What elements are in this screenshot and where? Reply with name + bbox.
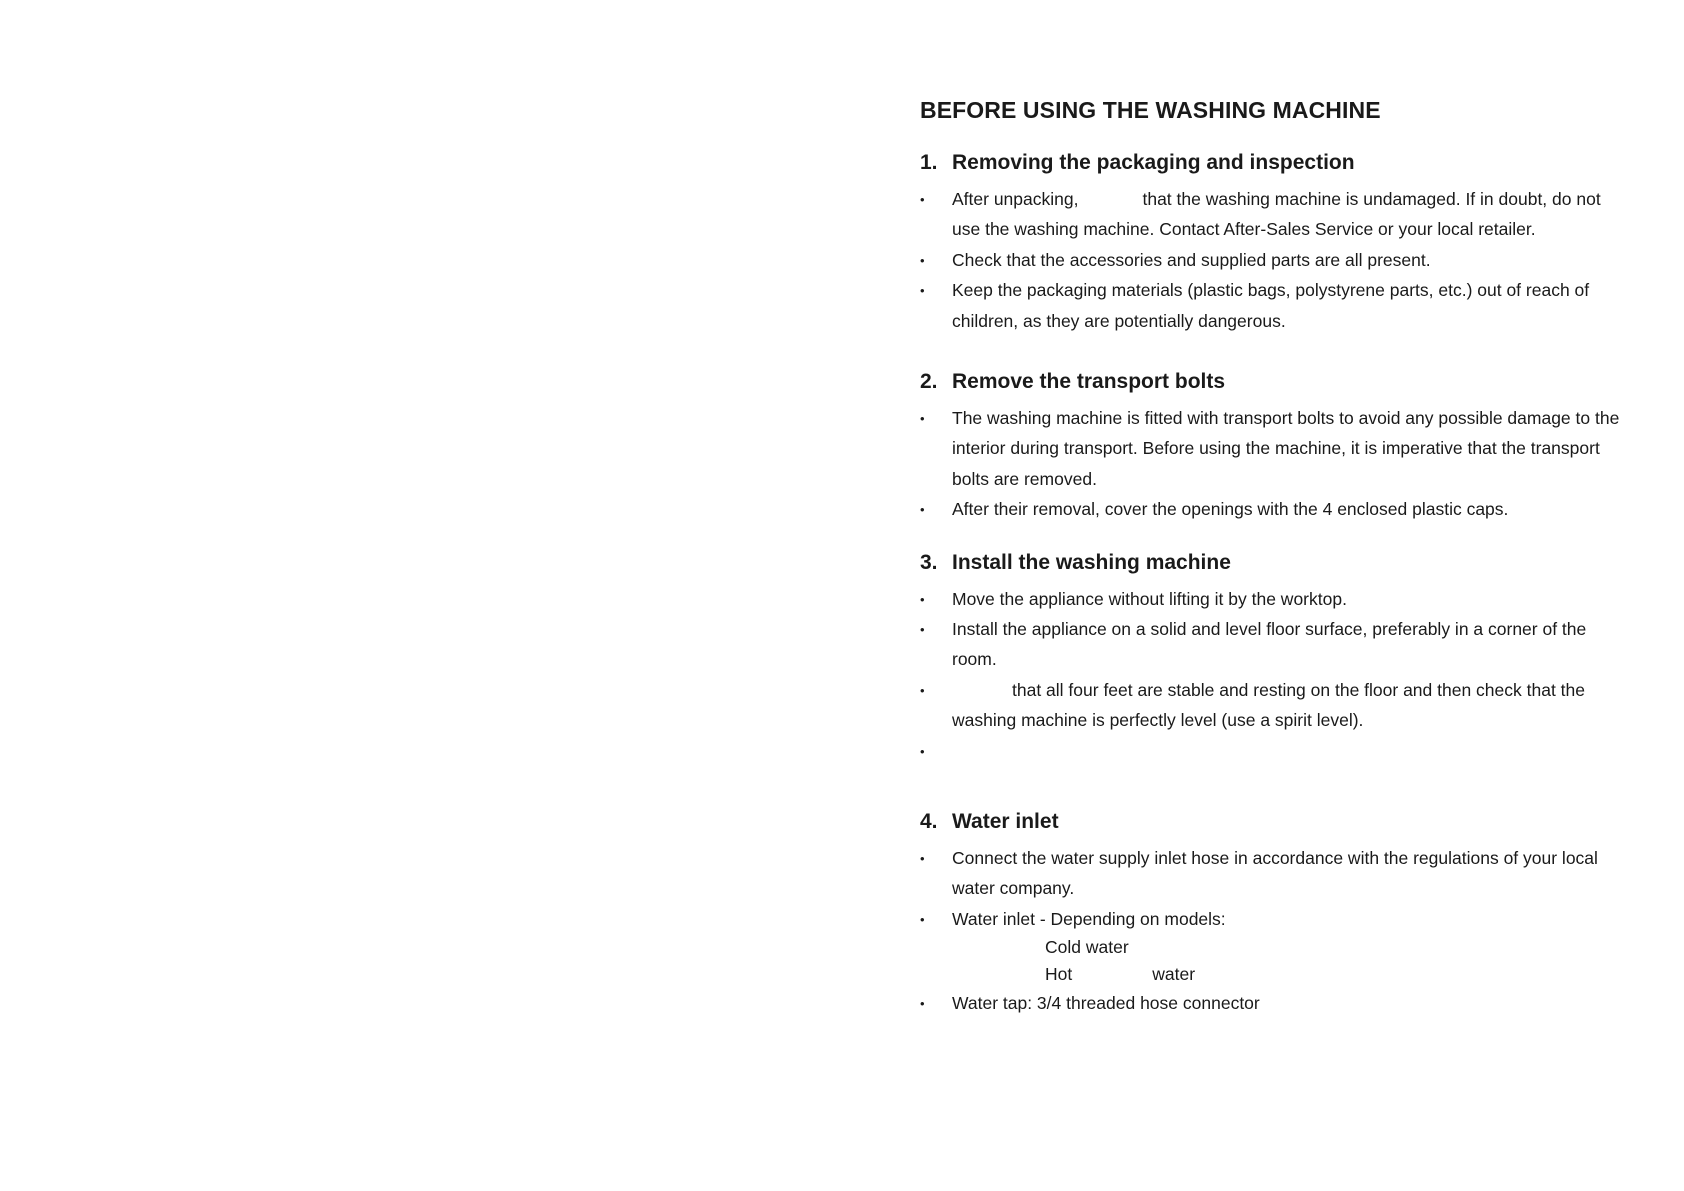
bullet-icon: • (920, 252, 925, 268)
bullet-icon: • (920, 411, 925, 427)
section-heading (920, 549, 1625, 577)
bullet-list (920, 403, 1625, 525)
list-item (920, 988, 1625, 1018)
section-number: 2. (920, 370, 938, 394)
bullet-icon: • (920, 996, 925, 1012)
bullet-list (920, 988, 1625, 1018)
section-number: 1. (920, 151, 938, 174)
section-heading (920, 149, 1625, 177)
bullet-list (920, 843, 1625, 934)
list-item-text: Move the appliance without lifting it by the worktop. (952, 588, 1347, 609)
list-item (920, 245, 1625, 275)
list-item (920, 275, 1625, 336)
section-title: Remove the transport bolts (952, 370, 1226, 394)
list-item-text: that all four feet are stable and resting on the floor and then check that the washing machine is perfectly level (use a spirit level). (952, 679, 1586, 731)
hot-label: Hot (1045, 964, 1073, 985)
inlet-options (920, 934, 1625, 988)
section-title: Install the washing machine (952, 550, 1231, 574)
section-transport-bolts (920, 368, 1625, 525)
section-number: 4. (920, 810, 938, 834)
bullet-icon: • (920, 851, 925, 867)
list-item-text-end: that the washing machine is undamaged. If in doubt, do not use the washing machine. Contact After-Sales Service or your local retailer. (952, 189, 1601, 240)
list-item-text-start: After unpacking, (952, 189, 1079, 209)
bullet-icon: • (920, 682, 925, 698)
list-item (920, 675, 1625, 736)
list-item (920, 614, 1625, 675)
bullet-list (920, 584, 1625, 766)
hot-water-option (1045, 961, 1625, 988)
bullet-icon: • (920, 283, 925, 299)
list-item-empty (920, 736, 1625, 766)
water-label: water (1152, 964, 1196, 985)
section-water-inlet (920, 808, 1625, 1019)
page-title: BEFORE USING THE WASHING MACHINE (920, 97, 1381, 123)
bullet-icon: • (920, 591, 925, 607)
list-item-text: The washing machine is fitted with transport bolts to avoid any possible damage to the interior during transport. Before using the machine, it is imperative that the transport bolts are removed. (952, 408, 1620, 489)
bullet-icon: • (920, 911, 925, 927)
section-packaging (920, 149, 1625, 336)
bullet-icon: • (920, 502, 925, 518)
section-heading (920, 368, 1625, 396)
bullet-icon: • (920, 743, 925, 759)
list-item-text: Water inlet - Depending on models: (952, 908, 1226, 929)
list-item (920, 584, 1625, 614)
section-title: Removing the packaging and inspection (952, 151, 1355, 174)
list-item-text: Install the appliance on a solid and level floor surface, preferably in a corner of the room. (952, 619, 1587, 670)
list-item-text: Water tap: 3/4 threaded hose connector (952, 993, 1260, 1014)
right-column (920, 95, 1625, 1019)
bullet-icon: • (920, 622, 925, 638)
list-item (920, 904, 1625, 934)
list-item-text: After their removal, cover the openings with the 4 enclosed plastic caps. (952, 499, 1509, 520)
list-item-text: Connect the water supply inlet hose in accordance with the regulations of your local water company. (952, 848, 1598, 899)
section-heading (920, 808, 1625, 836)
cold-water-option: Cold water (1045, 937, 1129, 958)
list-item-text: Check that the accessories and supplied parts are all present. (952, 249, 1431, 270)
list-item (920, 403, 1625, 494)
bullet-list (920, 184, 1625, 336)
section-number: 3. (920, 550, 938, 574)
list-item (920, 843, 1625, 904)
list-item (920, 494, 1625, 524)
section-title: Water inlet (952, 810, 1059, 834)
list-item-text: Keep the packaging materials (plastic bags, polystyrene parts, etc.) out of reach of children, as they are potentially dangerous. (952, 280, 1590, 331)
list-item (920, 184, 1625, 245)
section-install (920, 549, 1625, 766)
bullet-icon: • (920, 192, 925, 207)
